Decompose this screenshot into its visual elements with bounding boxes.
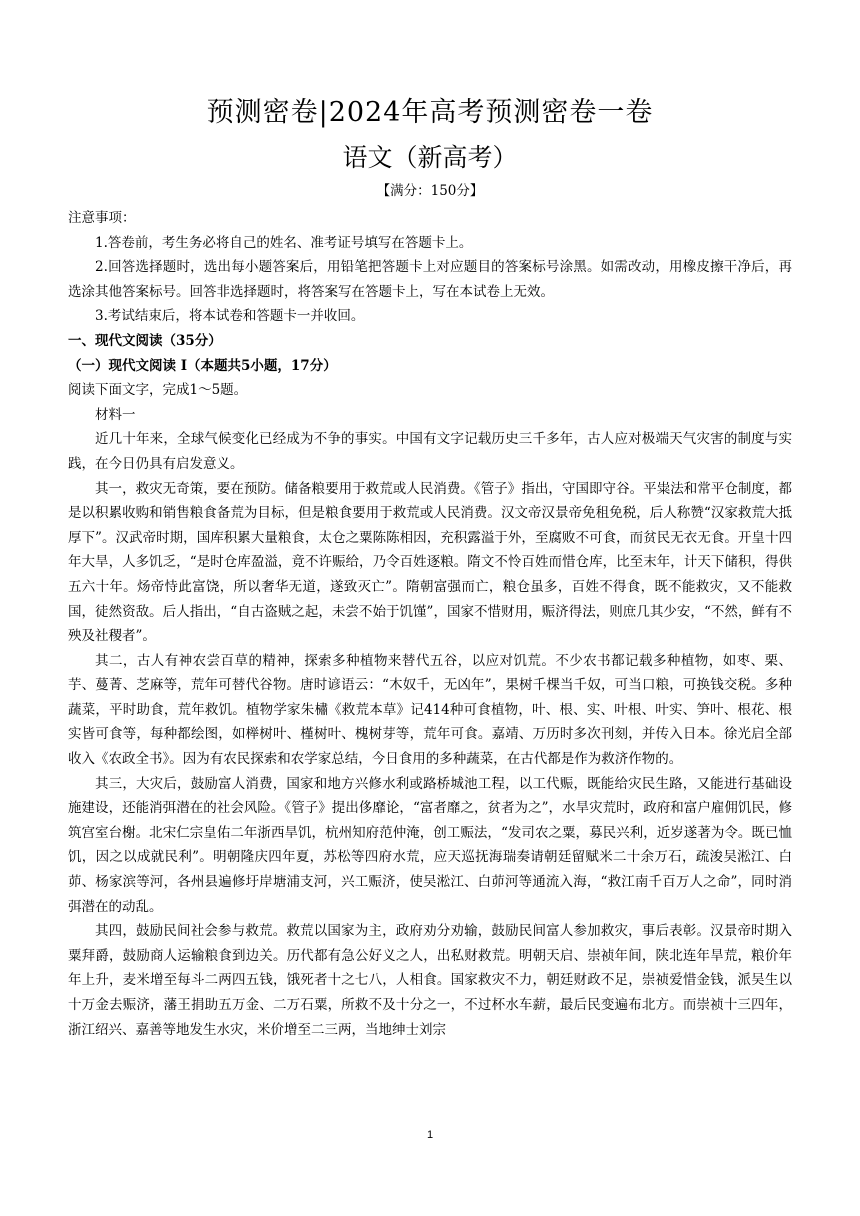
passage-paragraph: 其一，救灾无奇策，要在预防。储备粮要用于救荒或人民消费。《管子》指出，守国即守谷。平粜法和常平仓制度，都是以积累收购和销售粮食备荒为目标，但是粮食要用于救荒或人民消费。汉文帝汉景帝免租免税，后人称赞“汉家救荒大抵厚下”。汉武帝时期，国库积累大量粮食，太仓之粟陈陈相因，充积露溢于外，至腐败不可食，而贫民无衣无食。开皇十四年大旱，人多饥乏，“是时仓库盈溢，竟不许赈给，乃令百姓逐粮。隋文不怜百姓而惜仓库，比至末年，计天下储积，得供五六十年。炀帝恃此富饶，所以奢华无道，遂致灭亡”。隋朝富强而亡，粮仓虽多，百姓不得食，既不能救灾，又不能救国，徒然资敌。后人指出，“自古盗贼之起，未尝不始于饥馑”，国家不惜财用，赈济得法，则庶几其少安，“不然，鲜有不殃及社稷者”。	[68, 480, 792, 645]
reading-instruction: 阅读下面文字，完成1～5题。	[68, 382, 248, 399]
exam-title: 预测密卷|2024年高考预测密卷一卷	[206, 97, 654, 128]
page-number: 1	[426, 1129, 434, 1141]
passage-paragraph: 近几十年来，全球气候变化已经成为不争的事实。中国有文字记载历史三千多年，古人应对极端天气灾害的制度与实践，在今日仍具有启发意义。	[68, 431, 792, 472]
notice-item: 3.考试结束后，将本试卷和答题卡一并收回。	[95, 308, 365, 325]
section-heading: 一、现代文阅读（35分）	[68, 332, 222, 349]
notice-item: 2.回答选择题时，选出每小题答案后，用铅笔把答题卡上对应题目的答案标号涂黑。如需改动，用橡皮擦干净后，再选涂其他答案标号。回答非选择题时，将答案写在答题卡上，写在本试卷上无效。	[68, 259, 792, 300]
passage-paragraph: 其三，大灾后，鼓励富人消费，国家和地方兴修水利或路桥城池工程，以工代赈，既能给灾民生路，又能进行基础设施建设，还能消弭潜在的社会风险。《管子》提出侈靡论，“富者靡之，贫者为之”，水旱灾荒时，政府和富户雇佣饥民，修筑宫室台榭。北宋仁宗皇佑二年浙西旱饥，杭州知府范仲淹，创工赈法，“发司农之粟，募民兴利，近岁遂著为令。既已恤饥，因之以成就民利”。明朝隆庆四年夏，苏松等四府水荒，应天巡抚海瑞奏请朝廷留赋米二十余万石，疏浚吴淞江、白茆、杨家滨等河，各州县遍修圩岸塘浦支河，兴工赈济，使吴淞江、白茆河等通流入海，“救江南千百万人之命”，同时消弭潜在的动乱。	[68, 775, 792, 915]
exam-subtitle: 语文（新高考）	[342, 143, 518, 172]
passage-paragraph: 其二，古人有神农尝百草的精神，探索多种植物来替代五谷，以应对饥荒。不少农书都记载多种植物，如枣、栗、芋、蔓菁、芝麻等，荒年可替代谷物。唐时谚语云：“木奴千，无凶年”，果树千棵当千奴，可当口粮，可换钱交税。多种蔬菜，平时助食，荒年救饥。植物学家朱橚《救荒本草》记414种可食植物，叶、根、实、叶根、叶实、笋叶、根花、根实皆可食等，每种都绘图，如榉树叶、槿树叶、槐树芽等，荒年可食。嘉靖、万历时多次刊刻，并传入日本。徐光启全部收入《农政全书》。因为有农民探索和农学家总结，今日食用的多种蔬菜，在古代都是作为救济作物的。	[68, 652, 792, 768]
notice-item: 1.答卷前，考生务必将自己的姓名、准考证号填写在答题卡上。	[95, 234, 473, 251]
full-score: 【满分：150分】	[376, 183, 484, 199]
exam-body	[68, 206, 792, 1042]
passage-paragraph: 其四，鼓励民间社会参与救荒。救荒以国家为主，政府劝分劝输，鼓励民间富人参加救灾，事后表彰。汉景帝时期入粟拜爵，鼓励商人运输粮食到边关。历代都有急公好义之人，出私财救荒。明朝天启、崇祯年间，陕北连年旱荒，粮价年年上升，麦米增至每斗二两四五钱，饿死者十之七八，人相食。国家救灾不力，朝廷财政不足，崇祯爱惜金钱，派吴生以十万金去赈济，藩王捐助五万金、二万石粟，所救不及十分之一，不过杯水车薪，最后民变遍布北方。而崇祯十三四年，浙江绍兴、嘉善等地发生水灾，米价增至二三两，当地绅士刘宗	[68, 923, 792, 1038]
notice-heading: 注意事项：	[68, 210, 136, 226]
section-subheading: （一）现代文阅读 I（本题共5小题，17分）	[68, 357, 337, 374]
material-label: 材料一	[95, 406, 136, 423]
